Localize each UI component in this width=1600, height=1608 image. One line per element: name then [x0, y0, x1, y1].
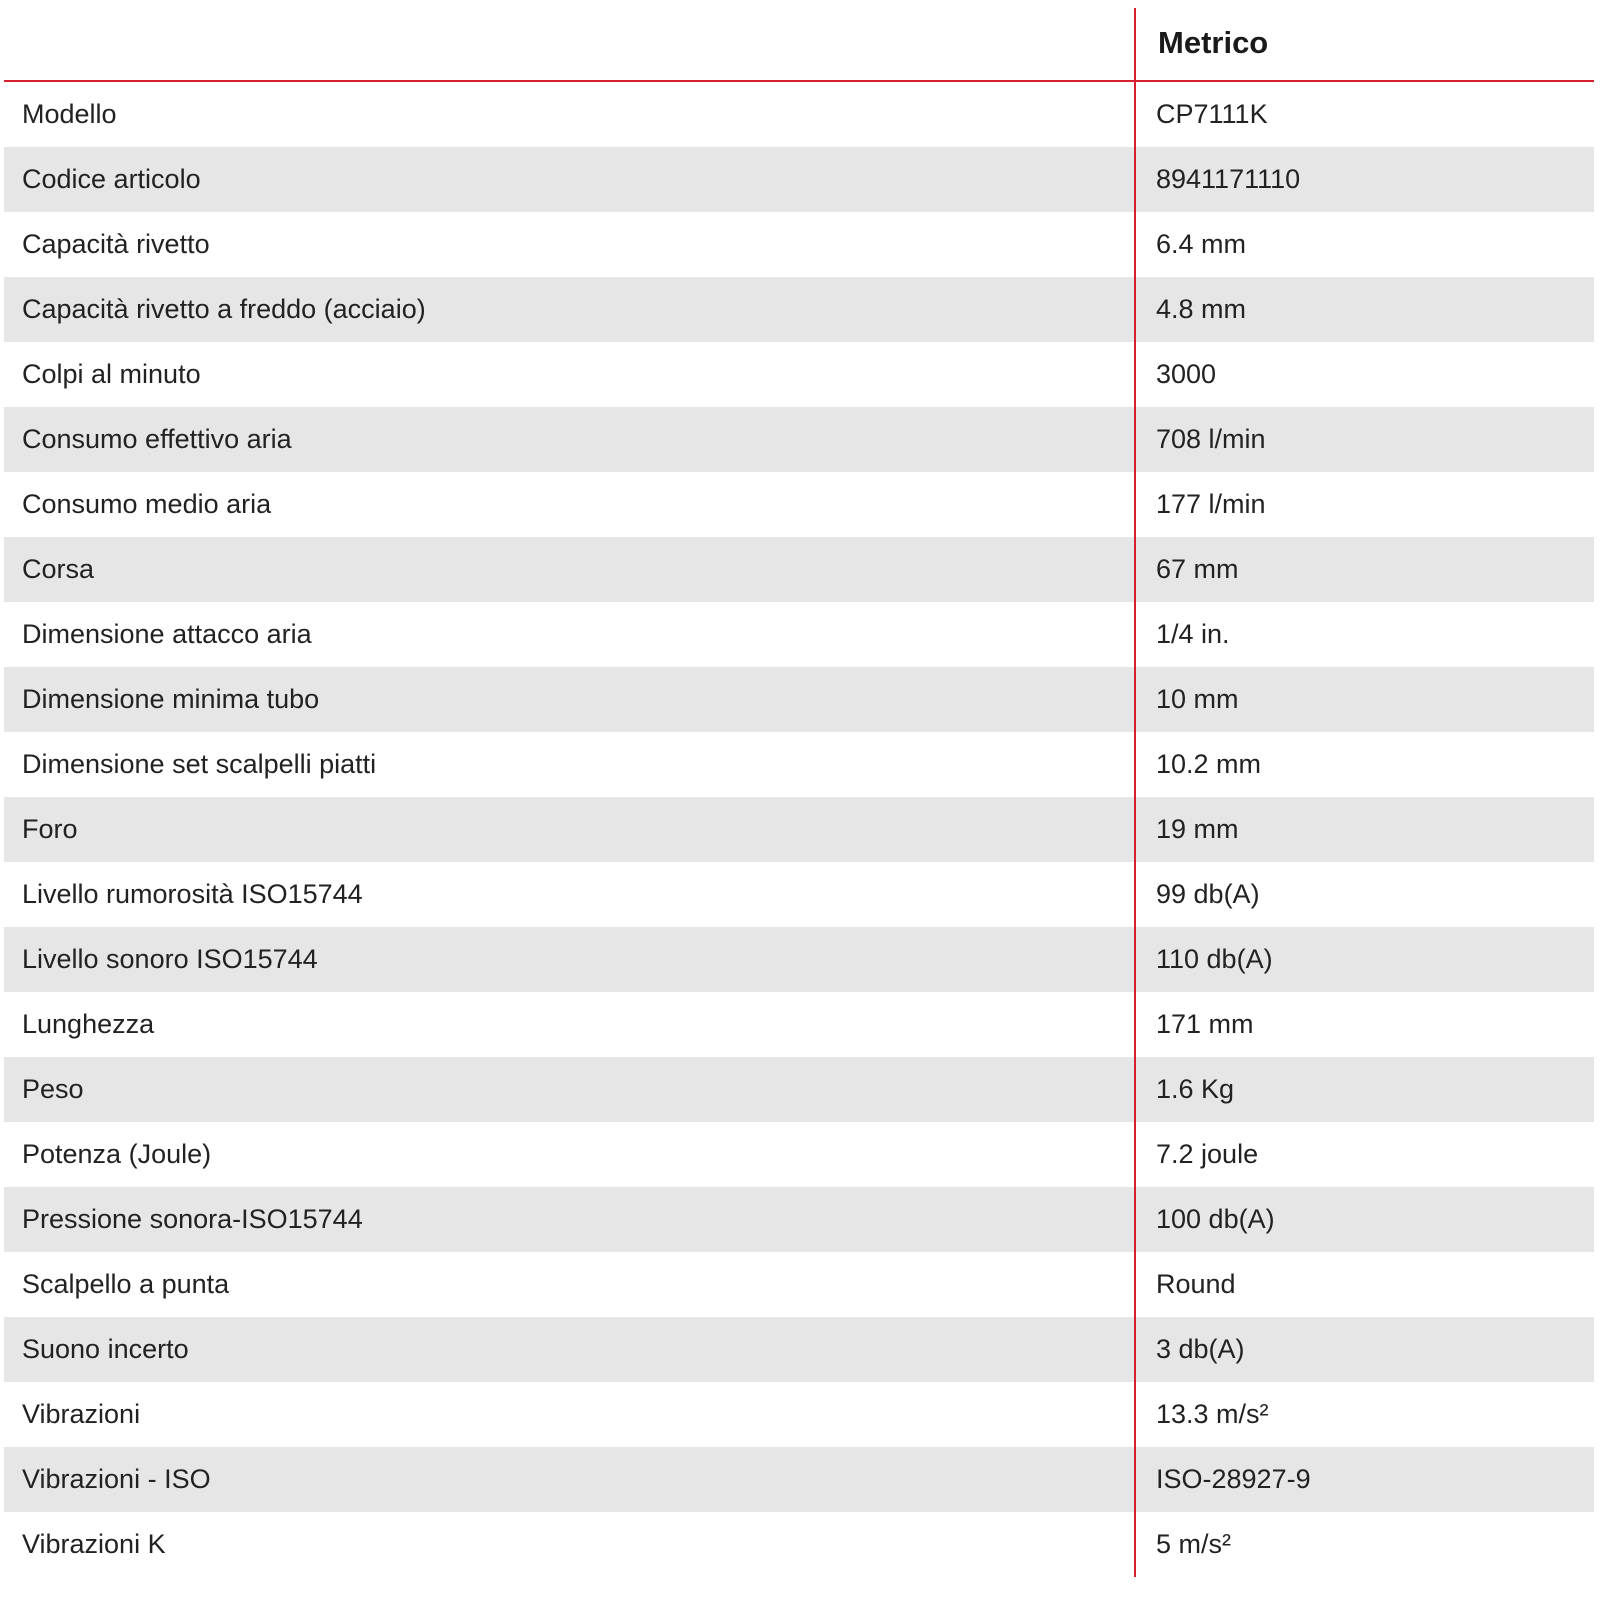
- row-label: Modello: [4, 82, 1136, 147]
- row-label: Potenza (Joule): [4, 1122, 1136, 1187]
- table-row: [4, 1382, 1594, 1447]
- row-value: 708 l/min: [1156, 424, 1266, 454]
- row-value: 3 db(A): [1156, 1334, 1245, 1364]
- table-row: [4, 602, 1594, 667]
- row-label: Peso: [4, 1057, 1136, 1122]
- table-row: [4, 1187, 1594, 1252]
- row-value: 171 mm: [1156, 1009, 1254, 1039]
- header-label-cell: [4, 8, 1136, 80]
- row-label: Dimensione minima tubo: [4, 667, 1136, 732]
- table-row: [4, 1447, 1594, 1512]
- row-label: Consumo medio aria: [4, 472, 1136, 537]
- row-label: Dimensione attacco aria: [4, 602, 1136, 667]
- row-value: 13.3 m/s²: [1156, 1399, 1269, 1429]
- table-row: [4, 537, 1594, 602]
- row-value: 67 mm: [1156, 554, 1239, 584]
- table-row: [4, 1317, 1594, 1382]
- row-value: 7.2 joule: [1156, 1139, 1259, 1169]
- row-label: Vibrazioni: [4, 1382, 1136, 1447]
- row-label: Suono incerto: [4, 1317, 1136, 1382]
- table-row: [4, 147, 1594, 212]
- table-row: [4, 732, 1594, 797]
- row-label: Vibrazioni K: [4, 1512, 1136, 1577]
- row-label: Consumo effettivo aria: [4, 407, 1136, 472]
- row-label: Scalpello a punta: [4, 1252, 1136, 1317]
- row-label: Capacità rivetto a freddo (acciaio): [4, 277, 1136, 342]
- row-label: Capacità rivetto: [4, 212, 1136, 277]
- table-row: [4, 992, 1594, 1057]
- row-value: 6.4 mm: [1156, 229, 1247, 259]
- row-value: 19 mm: [1156, 814, 1239, 844]
- row-value: 8941171110: [1156, 164, 1301, 194]
- table-row: [4, 1512, 1594, 1577]
- row-value: 10.2 mm: [1156, 749, 1262, 779]
- row-value: 5 m/s²: [1156, 1529, 1232, 1559]
- spec-rows: [4, 82, 1594, 1577]
- row-value: 100 db(A): [1156, 1204, 1275, 1234]
- table-row: [4, 212, 1594, 277]
- row-value: CP7111K: [1156, 99, 1268, 129]
- table-row: [4, 862, 1594, 927]
- table-row: [4, 82, 1594, 147]
- table-row: [4, 277, 1594, 342]
- table-row: [4, 1122, 1594, 1187]
- table-row: [4, 1057, 1594, 1122]
- row-value: 4.8 mm: [1156, 294, 1247, 324]
- row-label: Livello rumorosità ISO15744: [4, 862, 1136, 927]
- spec-table: [4, 8, 1594, 1577]
- table-row: [4, 1252, 1594, 1317]
- header-metric-title: Metrico: [1158, 25, 1269, 60]
- row-label: Codice articolo: [4, 147, 1136, 212]
- row-value: 3000: [1156, 359, 1217, 389]
- row-value: 1.6 Kg: [1156, 1074, 1235, 1104]
- table-row: [4, 407, 1594, 472]
- row-value: ISO-28927-9: [1156, 1464, 1311, 1494]
- table-row: [4, 927, 1594, 992]
- row-label: Livello sonoro ISO15744: [4, 927, 1136, 992]
- row-label: Foro: [4, 797, 1136, 862]
- table-row: [4, 472, 1594, 537]
- row-value: 110 db(A): [1156, 944, 1273, 974]
- row-value: 177 l/min: [1156, 489, 1266, 519]
- table-row: [4, 797, 1594, 862]
- row-value: 1/4 in.: [1156, 619, 1230, 649]
- table-header: [4, 8, 1594, 82]
- row-value: 99 db(A): [1156, 879, 1260, 909]
- table-row: [4, 667, 1594, 732]
- row-label: Vibrazioni - ISO: [4, 1447, 1136, 1512]
- row-value: 10 mm: [1156, 684, 1239, 714]
- row-label: Dimensione set scalpelli piatti: [4, 732, 1136, 797]
- table-row: [4, 342, 1594, 407]
- row-label: Colpi al minuto: [4, 342, 1136, 407]
- row-label: Corsa: [4, 537, 1136, 602]
- row-value: Round: [1156, 1269, 1236, 1299]
- row-label: Lunghezza: [4, 992, 1136, 1057]
- row-label: Pressione sonora-ISO15744: [4, 1187, 1136, 1252]
